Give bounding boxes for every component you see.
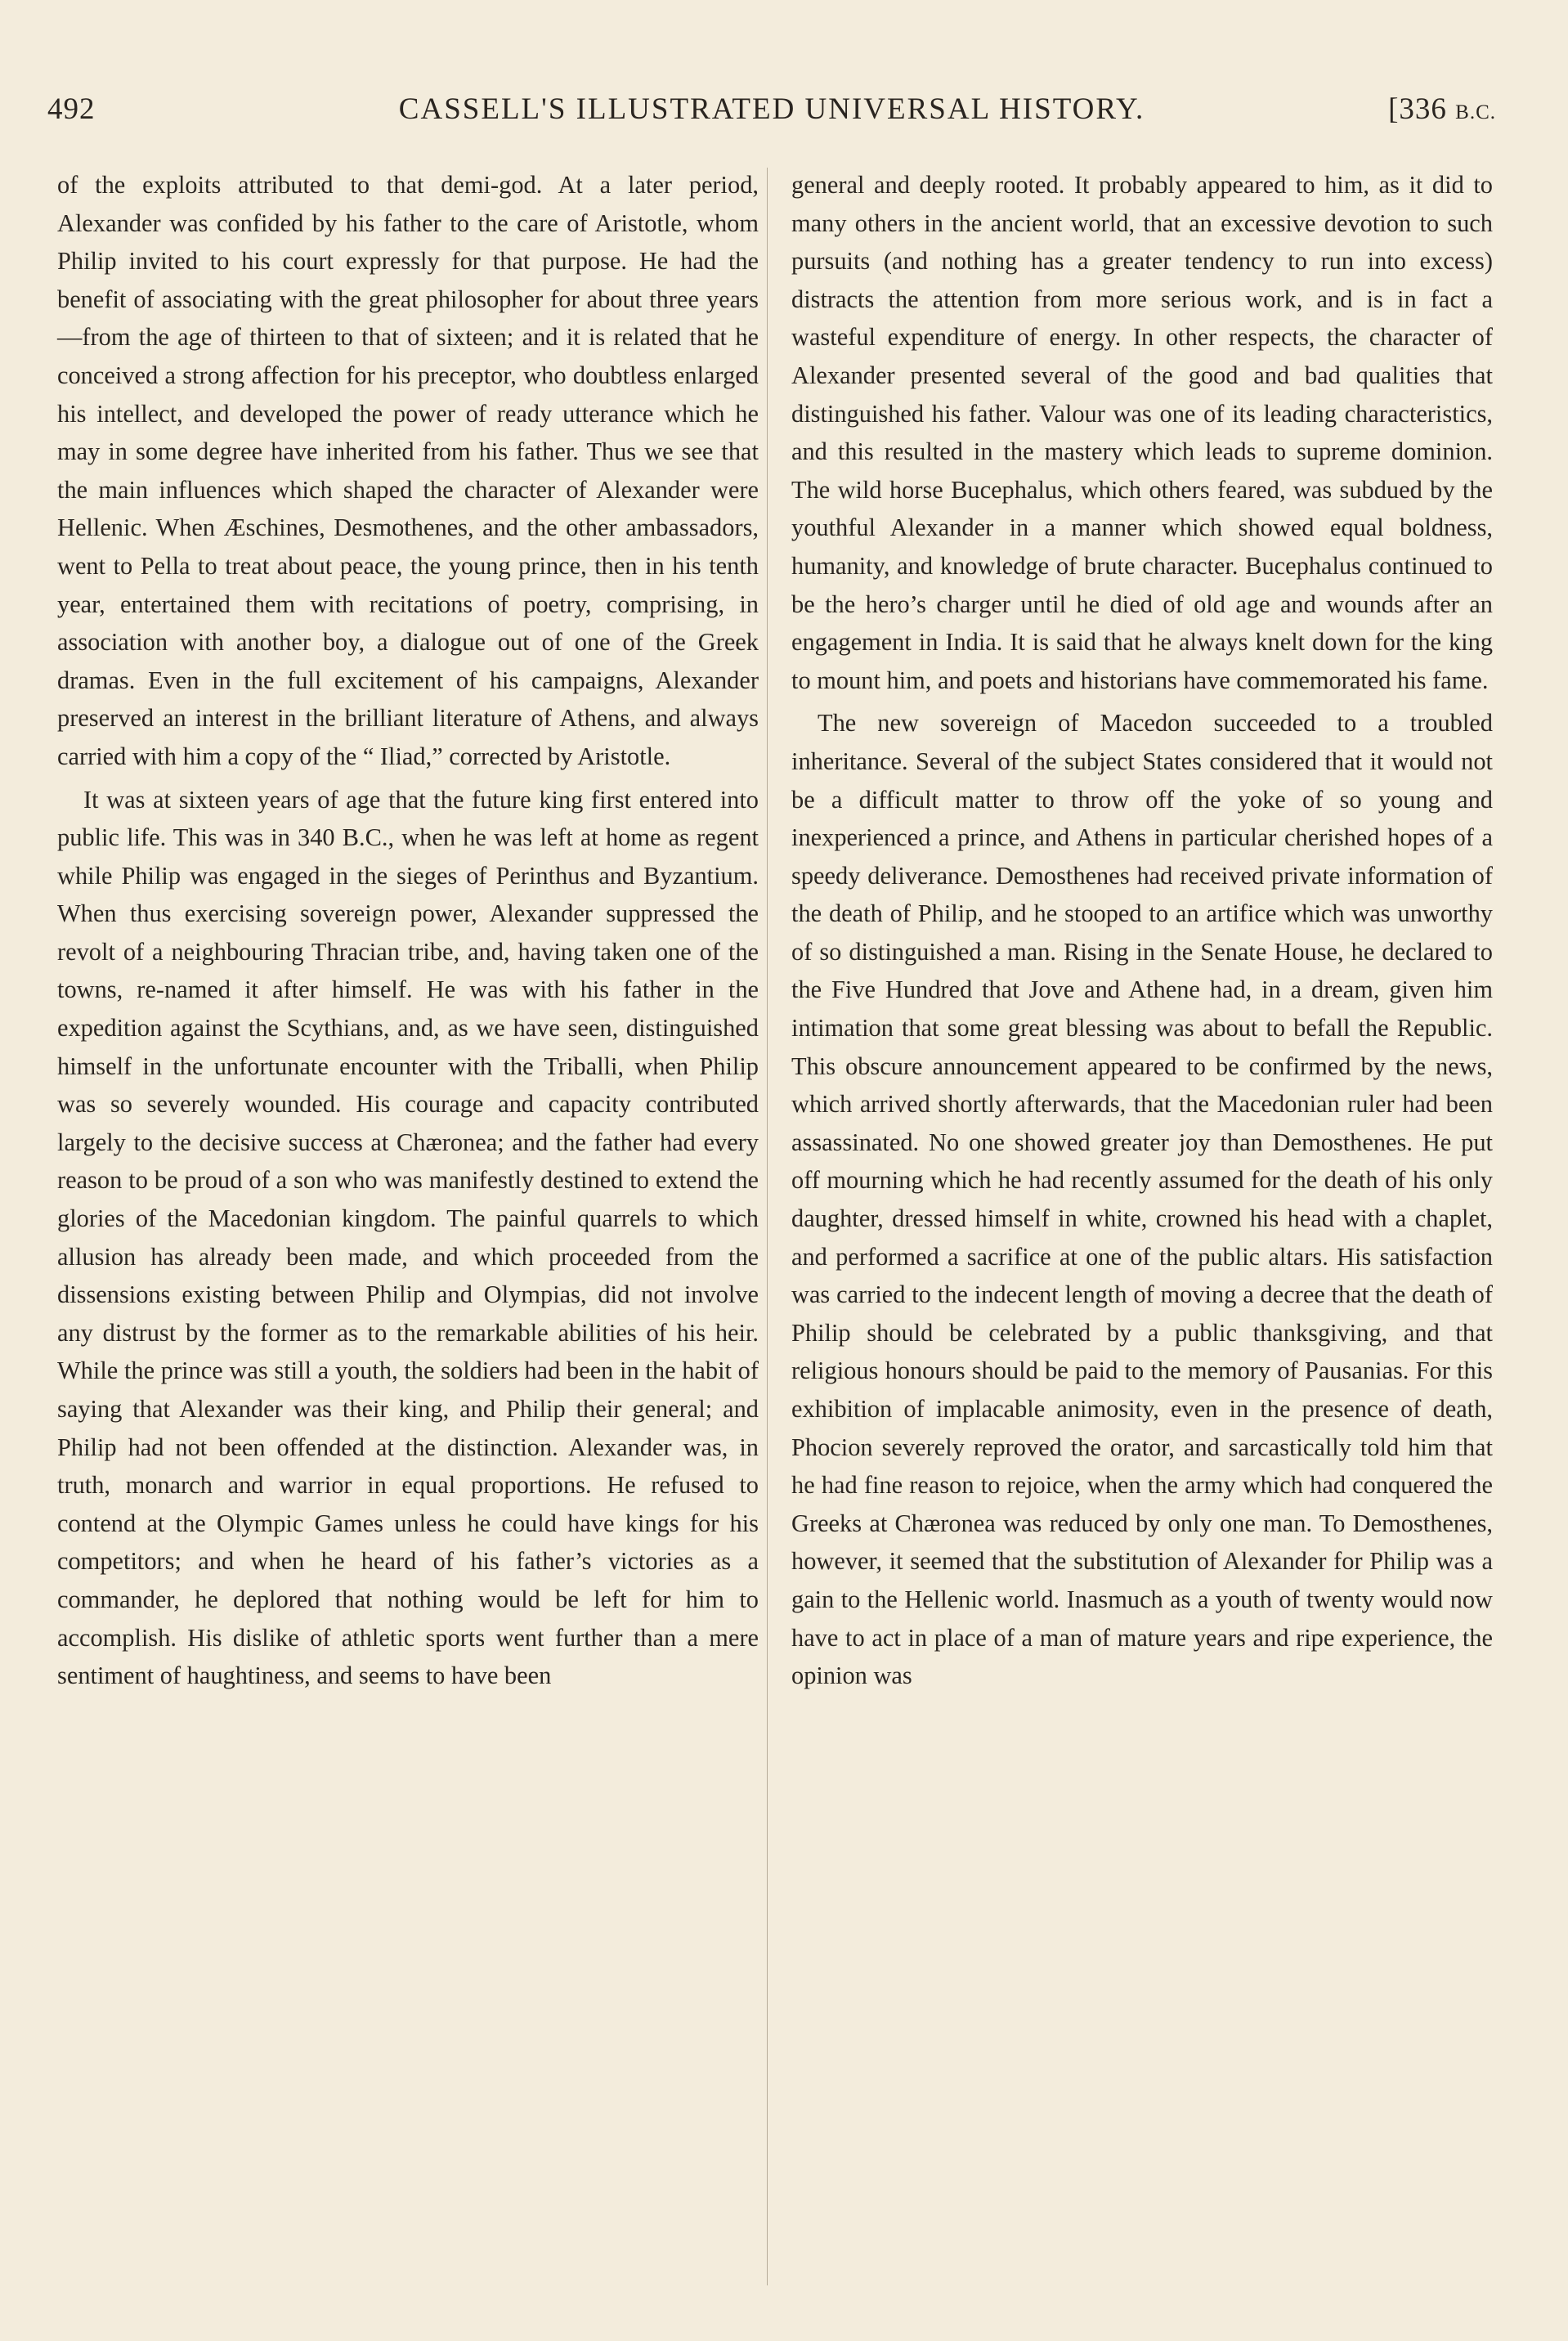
right-column [791,166,1493,1695]
column-divider [767,168,768,2285]
paragraph: general and deeply rooted. It probably appeared to him, as it did to many others in the ancient world, that an excessive devotion to such pursuits (and nothing has a greater tendency to run into excess) distracts the attention from more serious work, and is in fact a wasteful expenditure of energy. In other respects, the character of Alexander presented several of the good and bad qualities that distinguished his father. Valour was one of its leading characteristics, and this resulted in the mastery which leads to supreme dominion. The wild horse Bucephalus, which others feared, was subdued by the youthful Alexander in a manner which showed equal boldness, humanity, and knowledge of brute character. Bucephalus continued to be the hero’s charger until he died of old age and wounds after an engagement in India. It is said that he always knelt down for the king to mount him, and poets and historians have commemorated his fame. [791,171,1493,694]
left-column [57,166,759,1695]
running-head [47,92,1496,132]
paragraph: It was at sixteen years of age that the future king first entered into public life. This was in 340 B.C., when he was left at home as regent while Philip was engaged in the sieges of Perinthus and Byzantium. When thus exercising sovereign power, Alexander suppressed the revolt of a neighbouring Thracian tribe, and, having taken one of the towns, re-named it after himself. He was with his father in the expedition against the Scythians, and, as we have seen, distinguished himself in the unfortunate encounter with the Triballi, when Philip was so severely wounded. His courage and capacity contributed largely to the decisive success at Chæronea; and the father had every reason to be proud of a son who was manifestly destined to extend the glories of the Macedonian kingdom. The painful quarrels to which allusion has already been made, and which proceeded from the dissensions existing between Philip and Olympias, did not involve any distrust by the former as to the remarkable abilities of his heir. While the prince was still a youth, the soldiers had been in the habit of saying that Alexander was their king, and Philip their general; and Philip had not been offended at the distinction. Alexander was, in truth, monarch and warrior in equal proportions. He refused to contend at the Olympic Games unless he could have kings for his competitors; and when he heard of his father’s victories as a commander, he deplored that nothing would be left for him to accomplish. His dislike of athletic sports went further than a mere sentiment of haughtiness, and seems to have been [57,785,759,1690]
date-marker [1388,92,1496,127]
paragraph: The new sovereign of Macedon succeeded to a troubled inheritance. Several of the subject States considered that it would not be a difficult matter to throw off the yoke of so young and inexperienced a prince, and Athens in particular cherished hopes of a speedy deliverance. Demosthenes had received private information of the death of Philip, and he stooped to an artifice which was unworthy of so distinguished a man. Rising in the Senate House, he declared to the Five Hundred that Jove and Athene had, in a dream, given him intimation that some great blessing was about to befall the Republic. This obscure announcement appeared to be confirmed by the news, which arrived shortly afterwards, that the Macedonian ruler had been assassinated. No one showed greater joy than Demosthenes. He put off mourning which he had recently assumed for the death of his only daughter, dressed himself in white, crowned his head with a chaplet, and performed a sacrifice at one of the public altars. His satisfaction was carried to the indecent length of moving a decree that the death of Philip should be celebrated by a public thanksgiving, and that religious honours should be paid to the memory of Pausanias. For this exhibition of implacable animosity, even in the presence of death, Phocion severely reproved the orator, and sarcastically told him that he had fine reason to rejoice, when the army which had conquered the Greeks at Chæronea was reduced by only one man. To Demosthenes, however, it seemed that the substitution of Alexander for Philip was a gain to the Hellenic world. Inasmuch as a youth of twenty would now have to act in place of a man of mature years and ripe experience, the opinion was [791,709,1493,1690]
paragraph: of the exploits attributed to that demi-god. At a later period, Alexander was confided by his father to the care of Aristotle, whom Philip invited to his court expressly for that purpose. He had the benefit of associating with the great philosopher for about three years—from the age of thirteen to that of sixteen; and it is related that he conceived a strong affection for his preceptor, who doubtless enlarged his intellect, and developed the power of ready utterance which he may in some degree have inherited from his father. Thus we see that the main influences which shaped the character of Alexander were Hellenic. When Æschines, Desmothenes, and the other ambassadors, went to Pella to treat about peace, the young prince, then in his tenth year, entertained them with recitations of poetry, comprising, in association with another boy, a dialogue out of one of the Greek dramas. Even in the full excitement of his campaigns, Alexander preserved an interest in the brilliant literature of Athens, and always carried with him a copy of the “ Iliad,” corrected by Aristotle. [57,171,759,770]
page-number: 492 [47,92,96,126]
date-year: [336 [1388,92,1447,126]
running-title: CASSELL'S ILLUSTRATED UNIVERSAL HISTORY. [398,92,1145,126]
date-era: B.C. [1455,101,1496,123]
